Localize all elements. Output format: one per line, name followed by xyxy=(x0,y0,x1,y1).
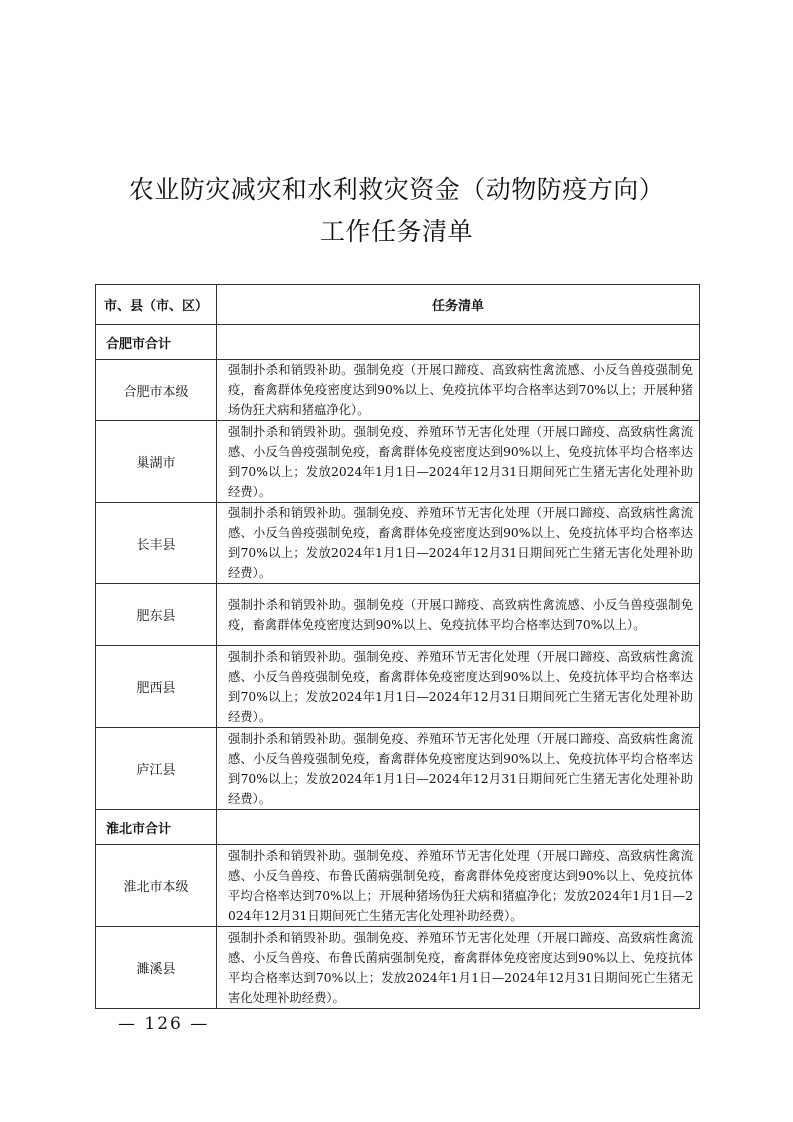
table-row xyxy=(96,421,700,503)
region-name: 肥西县 xyxy=(96,646,217,728)
table-row xyxy=(96,646,700,728)
region-name: 濉溪县 xyxy=(96,927,217,1009)
task-description: 强制扑杀和销毁补助。强制免疫、养殖环节无害化处理（开展口蹄疫、高致病性禽流感、小反刍兽疫强制免疫，畜禽群体免疫密度达到90%以上、免疫抗体平均合格率达到70%以上；发放2024年1月1日—2024年12月31日期间死亡生猪无害化处理补助经费）。 xyxy=(217,646,700,728)
region-name: 合肥市合计 xyxy=(96,325,217,360)
table-row xyxy=(96,584,700,646)
task-description: 强制扑杀和销毁补助。强制免疫、养殖环节无害化处理（开展口蹄疫、高致病性禽流感、小反刍兽疫强制免疫，畜禽群体免疫密度达到90%以上、免疫抗体平均合格率达到70%以上；发放2024年1月1日—2024年12月31日期间死亡生猪无害化处理补助经费）。 xyxy=(217,728,700,810)
table-row xyxy=(96,927,700,1009)
task-description: 强制扑杀和销毁补助。强制免疫、养殖环节无害化处理（开展口蹄疫、高致病性禽流感、小反刍兽疫、布鲁氏菌病强制免疫，畜禽群体免疫密度达到90%以上、免疫抗体平均合格率达到70%以上；发放2024年1月1日—2024年12月31日期间死亡生猪无害化处理补助经费）。 xyxy=(217,927,700,1009)
document-title-line1: 农业防灾减灾和水利救灾资金（动物防疫方向） xyxy=(128,175,665,204)
table-row xyxy=(96,728,700,810)
header-region: 市、县（市、区） xyxy=(96,285,217,325)
task-description xyxy=(217,325,700,360)
task-list-table xyxy=(95,284,700,1009)
header-task-list: 任务清单 xyxy=(217,285,700,325)
table-row xyxy=(96,503,700,584)
region-name: 庐江县 xyxy=(96,728,217,810)
table-header-row xyxy=(96,285,700,325)
region-name: 淮北市合计 xyxy=(96,810,217,845)
task-description: 强制扑杀和销毁补助。强制免疫、养殖环节无害化处理（开展口蹄疫、高致病性禽流感、小反刍兽疫强制免疫，畜禽群体免疫密度达到90%以上、免疫抗体平均合格率达到70%以上；发放2024年1月1日—2024年12月31日期间死亡生猪无害化处理补助经费）。 xyxy=(217,421,700,503)
task-description: 强制扑杀和销毁补助。强制免疫、养殖环节无害化处理（开展口蹄疫、高致病性禽流感、小反刍兽疫强制免疫，畜禽群体免疫密度达到90%以上、免疫抗体平均合格率达到70%以上；发放2024年1月1日—2024年12月31日期间死亡生猪无害化处理补助经费）。 xyxy=(217,503,700,584)
task-description: 强制扑杀和销毁补助。强制免疫、养殖环节无害化处理（开展口蹄疫、高致病性禽流感、小反刍兽疫、布鲁氏菌病强制免疫，畜禽群体免疫密度达到90%以上、免疫抗体平均合格率达到70%以上；开展种猪场伪狂犬病和猪瘟净化；发放2024年1月1日—2024年12月31日期间死亡生猪无害化处理补助经费）。 xyxy=(217,845,700,927)
table-row xyxy=(96,325,700,360)
page-number: — 126 — xyxy=(118,1014,210,1034)
document-title-line2: 工作任务清单 xyxy=(319,217,473,246)
table-row xyxy=(96,360,700,421)
region-name: 长丰县 xyxy=(96,503,217,584)
table-row xyxy=(96,845,700,927)
task-description: 强制扑杀和销毁补助。强制免疫（开展口蹄疫、高致病性禽流感、小反刍兽疫强制免疫，畜禽群体免疫密度达到90%以上、免疫抗体平均合格率达到70%以上）。 xyxy=(217,584,700,646)
region-name: 肥东县 xyxy=(96,584,217,646)
task-description xyxy=(217,810,700,845)
task-description: 强制扑杀和销毁补助。强制免疫（开展口蹄疫、高致病性禽流感、小反刍兽疫强制免疫，畜禽群体免疫密度达到90%以上、免疫抗体平均合格率达到70%以上；开展种猪场伪狂犬病和猪瘟净化）。 xyxy=(217,360,700,421)
region-name: 巢湖市 xyxy=(96,421,217,503)
region-name: 合肥市本级 xyxy=(96,360,217,421)
table-row xyxy=(96,810,700,845)
region-name: 淮北市本级 xyxy=(96,845,217,927)
